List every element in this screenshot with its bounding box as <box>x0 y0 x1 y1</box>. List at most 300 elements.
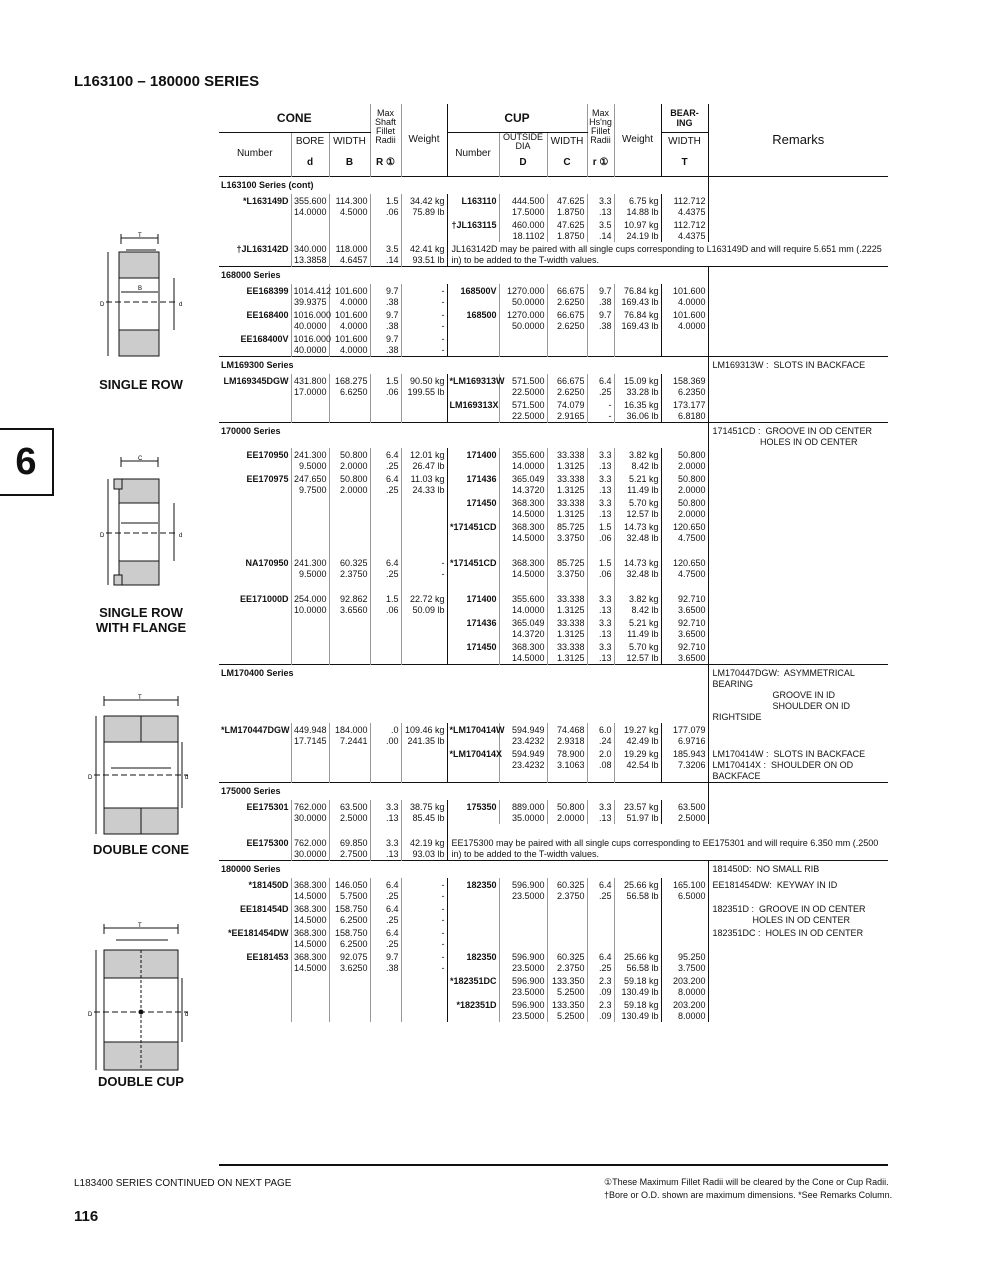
bearing-header: BEAR- ING <box>661 104 708 132</box>
value-secondary: .13 <box>599 629 612 639</box>
value-secondary: 14.5000 <box>511 509 545 519</box>
remarks-cell <box>708 520 888 544</box>
cup-radius-cell <box>587 747 614 783</box>
cup-weight-cell <box>614 616 661 640</box>
value-primary: 33.338 <box>556 498 585 508</box>
bearing-width-cell <box>661 496 708 520</box>
value-secondary: 36.06 lb <box>626 411 659 421</box>
cup-radius-cell <box>587 308 614 332</box>
cone-weight-cell <box>401 723 447 747</box>
value-secondary: 14.5000 <box>293 891 327 901</box>
value-secondary: 12.57 lb <box>626 509 659 519</box>
bore-cell <box>291 950 329 974</box>
page-title: L163100 – 180000 SERIES <box>74 73 260 90</box>
remarks-cell: 182351D : GROOVE IN OD CENTER HOLES IN OD CENTER <box>708 902 888 926</box>
cup-number: *182351D <box>447 998 499 1022</box>
dim-D-label: D <box>88 775 93 781</box>
value-secondary: .13 <box>599 461 612 471</box>
bore-cell <box>291 242 329 267</box>
value-secondary: 1.3125 <box>556 485 585 495</box>
table-row <box>219 448 888 472</box>
value-secondary: 14.3720 <box>511 485 545 495</box>
value-primary: 368.300 <box>511 522 545 532</box>
remarks-cell: 181450D: NO SMALL RIB <box>708 861 888 879</box>
value-secondary: 85.45 lb <box>412 813 445 823</box>
bearing-width-cell <box>661 218 708 242</box>
cone-width-cell <box>329 902 370 926</box>
value-primary: 444.500 <box>511 196 545 206</box>
cup-radius-cell <box>587 544 614 580</box>
dim-d-label: d <box>179 302 183 308</box>
value-primary: 14.73 kg <box>623 558 659 568</box>
cone-radius-cell <box>370 398 401 423</box>
cone-number: *181450D <box>248 880 289 890</box>
value-secondary: .38 <box>599 321 612 331</box>
value-primary: 355.600 <box>511 594 545 604</box>
cup-width-cell <box>547 616 587 640</box>
value-primary: - <box>441 334 445 344</box>
value-secondary: .06 <box>599 569 612 579</box>
table-row <box>219 902 888 926</box>
cup-number: 168500 <box>447 308 499 332</box>
value-secondary: .25 <box>386 485 399 495</box>
value-primary: 203.200 <box>672 1000 706 1010</box>
value-primary: 889.000 <box>511 802 545 812</box>
bore-cell <box>291 824 329 861</box>
value-secondary: .25 <box>386 939 399 949</box>
series-row <box>219 783 888 801</box>
value-secondary: - <box>441 939 445 949</box>
note-row <box>219 824 888 861</box>
outside-dia-cell <box>499 496 547 520</box>
series-label: L163100 Series (cont) <box>221 180 314 190</box>
cup-number: 171400 <box>447 448 499 472</box>
table-row <box>219 926 888 950</box>
cup-weight-cell <box>614 950 661 974</box>
cup-number: *171451CD <box>447 520 499 544</box>
value-secondary: 4.5000 <box>339 207 368 217</box>
bore-cell <box>291 723 329 747</box>
cup-radius-cell <box>587 520 614 544</box>
table-row <box>219 374 888 398</box>
footnote-bore: †Bore or O.D. shown are maximum dimensions. *See Remarks Column. <box>604 1190 893 1200</box>
bore-cell <box>291 926 329 950</box>
single-row-diagram <box>86 232 196 392</box>
outside-dia-cell <box>499 580 547 616</box>
value-primary: 2.0 <box>599 749 612 759</box>
value-primary: 3.3 <box>599 618 612 628</box>
double-cone-label: DOUBLE CONE <box>92 842 190 857</box>
value-secondary: 2.3750 <box>556 891 585 901</box>
cup-header: CUP <box>447 104 587 132</box>
value-primary: 3.3 <box>599 802 612 812</box>
value-primary: 59.18 kg <box>623 1000 659 1010</box>
cone-weight-cell <box>401 998 447 1022</box>
value-primary: 449.948 <box>293 725 327 735</box>
value-secondary: - <box>441 963 445 973</box>
cone-radius-cell <box>370 496 401 520</box>
value-primary: 50.800 <box>556 802 585 812</box>
cone-weight-cell <box>401 616 447 640</box>
value-primary: 6.4 <box>386 450 399 460</box>
value-primary: 16.35 kg <box>623 400 659 410</box>
bore-cell <box>291 374 329 398</box>
value-secondary: 3.6560 <box>339 605 368 615</box>
cone-width-cell <box>329 974 370 998</box>
value-secondary: 199.55 lb <box>407 387 445 397</box>
value-primary: 1016.000 <box>293 310 332 320</box>
cup-number <box>447 902 499 926</box>
outside-dia-cell <box>499 544 547 580</box>
value-secondary: .25 <box>599 387 612 397</box>
value-primary: 247.650 <box>293 474 327 484</box>
cup-width-cell <box>547 902 587 926</box>
value-primary: - <box>608 400 612 410</box>
value-secondary: .00 <box>386 736 399 746</box>
value-primary: 3.3 <box>386 802 399 812</box>
cup-number <box>447 926 499 950</box>
table-row <box>219 284 888 308</box>
value-secondary: 14.88 lb <box>626 207 659 217</box>
cup-width-cell <box>547 747 587 783</box>
cone-radius-cell <box>370 723 401 747</box>
cone-weight-cell <box>401 448 447 472</box>
cup-width-cell <box>547 472 587 496</box>
value-primary: 1.5 <box>599 558 612 568</box>
cone-width-cell <box>329 878 370 902</box>
bore-cell <box>291 472 329 496</box>
series-label: LM169300 Series <box>219 357 708 375</box>
value-secondary: 1.3125 <box>556 629 585 639</box>
cone-number: EE168400V <box>240 334 289 344</box>
bearing-width-cell <box>661 194 708 218</box>
value-secondary: .08 <box>599 760 612 770</box>
value-secondary: 6.9716 <box>677 736 706 746</box>
value-primary: 146.050 <box>334 880 368 890</box>
value-secondary: 241.35 lb <box>407 736 445 746</box>
cup-number: *LM170414X <box>447 747 499 783</box>
remarks-cell <box>708 616 888 640</box>
bore-cell <box>291 520 329 544</box>
value-primary: 1.5 <box>386 376 399 386</box>
bore-symbol: d <box>291 151 329 177</box>
value-primary: 6.4 <box>386 928 399 938</box>
cone-weight-cell <box>401 496 447 520</box>
bearing-width-cell <box>661 520 708 544</box>
value-primary: 90.50 kg <box>409 376 445 386</box>
value-primary: 6.4 <box>599 952 612 962</box>
value-primary: 365.049 <box>511 474 545 484</box>
table-row <box>219 723 888 747</box>
cup-width-cell <box>547 284 587 308</box>
cup-radius-cell <box>587 448 614 472</box>
value-secondary: 12.57 lb <box>626 653 659 663</box>
remarks-cell <box>708 284 888 308</box>
series-label: 180000 Series <box>219 861 708 879</box>
cone-number: EE168400 <box>246 310 289 320</box>
value-primary: 50.800 <box>339 450 368 460</box>
value-primary: 25.66 kg <box>623 880 659 890</box>
bearing-width-cell <box>661 878 708 902</box>
value-secondary: 3.1063 <box>556 760 585 770</box>
dim-T-label: T <box>138 923 142 929</box>
value-secondary: 130.49 lb <box>621 987 659 997</box>
series-row <box>219 357 888 375</box>
bore-cell <box>291 998 329 1022</box>
value-primary: 254.000 <box>293 594 327 604</box>
cup-weight-cell <box>614 800 661 824</box>
value-primary: 594.949 <box>511 725 545 735</box>
value-primary: 78.900 <box>556 749 585 759</box>
value-secondary: 33.28 lb <box>626 387 659 397</box>
value-secondary: 1.3125 <box>556 461 585 471</box>
value-secondary: 2.9318 <box>556 736 585 746</box>
cone-radius-cell <box>370 998 401 1022</box>
outside-dia-cell <box>499 472 547 496</box>
value-secondary: 1.8750 <box>556 231 585 241</box>
value-secondary: - <box>441 891 445 901</box>
value-secondary: 14.5000 <box>511 533 545 543</box>
cup-number: *182351DC <box>447 974 499 998</box>
value-primary: 92.862 <box>339 594 368 604</box>
cup-width-cell <box>547 974 587 998</box>
dim-D-label: D <box>100 533 105 539</box>
table-row <box>219 194 888 218</box>
cone-weight-cell <box>401 544 447 580</box>
value-primary: - <box>441 310 445 320</box>
outside-dia-cell <box>499 332 547 357</box>
value-primary: 101.600 <box>672 310 706 320</box>
series-row <box>219 267 888 285</box>
value-secondary: 8.0000 <box>677 987 706 997</box>
value-primary: - <box>441 952 445 962</box>
value-primary: 6.4 <box>386 558 399 568</box>
value-secondary: .38 <box>599 297 612 307</box>
value-primary: 177.079 <box>672 725 706 735</box>
outside-dia-cell <box>499 308 547 332</box>
value-secondary: 2.5000 <box>339 813 368 823</box>
cup-radius-cell <box>587 472 614 496</box>
remarks-header: Remarks <box>708 104 888 177</box>
cone-number: *LM170447DGW <box>221 725 290 735</box>
value-secondary: 130.49 lb <box>621 1011 659 1021</box>
value-primary: 1014.412 <box>293 286 332 296</box>
value-secondary: 13.3858 <box>293 255 327 265</box>
value-primary: 50.800 <box>677 498 706 508</box>
value-primary: 14.73 kg <box>623 522 659 532</box>
value-primary: 368.300 <box>293 904 327 914</box>
value-secondary: 14.3720 <box>511 629 545 639</box>
single-row-label: SINGLE ROW <box>99 377 183 392</box>
cone-width-cell <box>329 218 370 242</box>
value-primary: 158.750 <box>334 928 368 938</box>
cone-width-cell <box>329 242 370 267</box>
cone-number-header: Number <box>236 148 273 160</box>
cup-number: †JL163115 <box>447 218 499 242</box>
value-secondary: 9.5000 <box>298 461 327 471</box>
cone-radius-cell <box>370 800 401 824</box>
remarks-cell <box>708 177 888 195</box>
value-primary: 114.300 <box>335 196 368 206</box>
value-primary: 101.600 <box>672 286 706 296</box>
bottom-rule <box>219 1164 888 1166</box>
value-primary: 50.800 <box>677 450 706 460</box>
series-label: 168000 Series <box>219 267 708 285</box>
cone-width-cell <box>329 398 370 423</box>
continued-note: L183400 SERIES CONTINUED ON NEXT PAGE <box>74 1178 292 1189</box>
cone-number: *EE181454DW <box>227 928 289 938</box>
value-primary: 571.500 <box>511 376 545 386</box>
remarks-cell: EE181454DW: KEYWAY IN ID <box>708 878 888 902</box>
value-primary: 1.5 <box>386 594 399 604</box>
table-row <box>219 747 888 783</box>
remarks-cell <box>708 448 888 472</box>
value-secondary: 23.5000 <box>511 987 545 997</box>
value-secondary: 4.7500 <box>677 569 706 579</box>
dim-d-label: d <box>179 533 183 539</box>
cone-header: CONE <box>219 104 370 132</box>
cone-weight-cell <box>401 520 447 544</box>
value-secondary: .06 <box>386 605 399 615</box>
value-secondary: 1.3125 <box>556 605 585 615</box>
cone-number: LM169345DGW <box>223 376 289 386</box>
value-secondary: 3.6250 <box>339 963 368 973</box>
value-primary: 5.21 kg <box>628 618 659 628</box>
cone-width-cell <box>329 374 370 398</box>
value-secondary: 2.0000 <box>339 461 368 471</box>
value-secondary: 56.58 lb <box>626 891 659 901</box>
value-primary: 460.000 <box>511 220 545 230</box>
value-secondary: .25 <box>599 891 612 901</box>
value-primary: 50.800 <box>677 474 706 484</box>
cup-width-cell <box>547 332 587 357</box>
value-primary: 3.3 <box>599 642 612 652</box>
value-secondary: 14.5000 <box>511 569 545 579</box>
value-primary: 19.27 kg <box>623 725 659 735</box>
cup-width-cell <box>547 580 587 616</box>
value-secondary: 8.42 lb <box>631 461 659 471</box>
value-primary: - <box>441 558 445 568</box>
value-secondary: 1.3125 <box>556 509 585 519</box>
cup-weight-cell <box>614 878 661 902</box>
cone-radius-cell <box>370 974 401 998</box>
value-secondary: .25 <box>386 915 399 925</box>
value-secondary: 2.3750 <box>556 963 585 973</box>
cup-weight-cell <box>614 374 661 398</box>
cone-radius-cell <box>370 580 401 616</box>
bore-cell <box>291 878 329 902</box>
cone-number: †JL163142D <box>236 244 289 254</box>
value-secondary: 169.43 lb <box>621 297 659 307</box>
value-secondary: 14.0000 <box>293 207 327 217</box>
value-primary: 368.300 <box>293 952 327 962</box>
value-secondary: - <box>441 915 445 925</box>
cup-width-cell <box>547 926 587 950</box>
value-secondary: 22.5000 <box>511 411 545 421</box>
value-primary: 101.600 <box>334 286 368 296</box>
bearing-width-cell <box>661 580 708 616</box>
table-row <box>219 218 888 242</box>
value-primary: - <box>441 904 445 914</box>
cone-radius-cell <box>370 448 401 472</box>
cone-weight-cell <box>401 974 447 998</box>
cup-weight-header: Weight <box>614 104 661 177</box>
outside-dia-cell <box>499 747 547 783</box>
value-primary: 60.325 <box>339 558 368 568</box>
value-secondary: 4.0000 <box>677 297 706 307</box>
value-secondary: .14 <box>386 255 399 265</box>
bearing-width-cell <box>661 616 708 640</box>
value-secondary: 2.0000 <box>677 485 706 495</box>
cup-weight-cell <box>614 496 661 520</box>
cone-width-cell <box>329 496 370 520</box>
cup-radius-cell <box>587 398 614 423</box>
value-secondary: 5.2500 <box>556 1011 585 1021</box>
value-primary: 368.300 <box>511 498 545 508</box>
table-row <box>219 472 888 496</box>
dim-d-label: d <box>185 775 189 781</box>
value-secondary: 4.4375 <box>677 207 706 217</box>
value-secondary: 32.48 lb <box>626 533 659 543</box>
cone-width-cell <box>329 332 370 357</box>
value-primary: 596.900 <box>511 976 545 986</box>
table-row <box>219 974 888 998</box>
value-primary: 76.84 kg <box>623 286 659 296</box>
series-row <box>219 423 888 449</box>
cone-number <box>219 616 291 640</box>
bore-cell <box>291 800 329 824</box>
value-secondary: .38 <box>386 297 399 307</box>
value-secondary: 26.47 lb <box>412 461 445 471</box>
value-secondary: 3.7500 <box>677 963 706 973</box>
value-secondary: 75.89 lb <box>412 207 445 217</box>
value-secondary: .14 <box>599 231 612 241</box>
outside-dia-cell <box>499 998 547 1022</box>
table-row <box>219 332 888 357</box>
value-primary: 762.000 <box>293 838 327 848</box>
value-primary: 3.5 <box>386 244 399 254</box>
value-primary: 92.710 <box>677 642 706 652</box>
value-secondary: 2.0000 <box>556 813 585 823</box>
value-secondary: 6.2500 <box>339 915 368 925</box>
value-secondary: 39.9375 <box>293 297 327 307</box>
value-primary: 596.900 <box>511 952 545 962</box>
value-secondary: 14.0000 <box>511 605 545 615</box>
bearing-width-cell <box>661 332 708 357</box>
value-secondary: 2.7500 <box>339 849 368 859</box>
remarks-cell <box>708 496 888 520</box>
cup-weight-cell <box>614 398 661 423</box>
cone-weight-cell <box>401 194 447 218</box>
value-primary: 66.675 <box>556 376 585 386</box>
cup-weight-cell <box>614 580 661 616</box>
value-primary: 85.725 <box>556 558 585 568</box>
cone-weight-header: Weight <box>401 104 447 177</box>
value-primary: 9.7 <box>386 310 399 320</box>
value-secondary: 30.0000 <box>293 813 327 823</box>
cup-radius-cell <box>587 374 614 398</box>
cup-weight-cell <box>614 194 661 218</box>
value-secondary: 6.2350 <box>677 387 706 397</box>
double-cup-drawing <box>86 922 196 1074</box>
cup-width-cell <box>547 800 587 824</box>
cup-width-cell <box>547 218 587 242</box>
section-tab: 6 <box>0 428 54 496</box>
value-secondary: .24 <box>599 736 612 746</box>
table-row <box>219 544 888 580</box>
remarks-cell <box>708 332 888 357</box>
value-primary: 368.300 <box>293 928 327 938</box>
